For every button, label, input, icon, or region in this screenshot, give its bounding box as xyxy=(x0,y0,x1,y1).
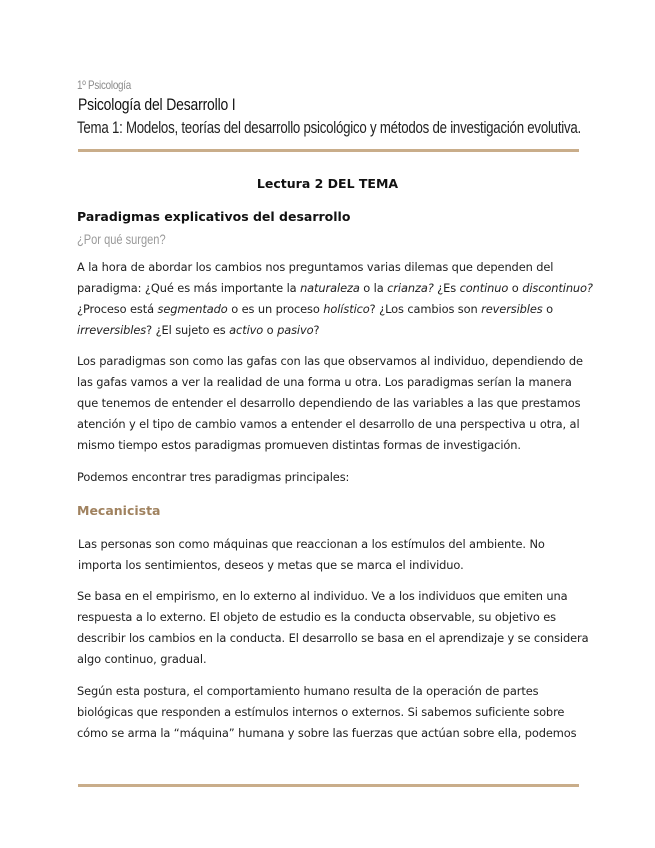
header-divider xyxy=(78,149,579,152)
text-line: cómo se arma la “máquina” humana y sobre las fuerzas que actúan sobre ella, podemos xyxy=(77,726,577,740)
text-line: biológicas que responden a estímulos internos o externos. Si sabemos suficiente sobre xyxy=(77,705,565,719)
mecanicista-heading: Mecanicista xyxy=(77,503,161,518)
text-line: Los paradigmas son como las gafas con las que observamos al individuo, dependiendo de xyxy=(77,354,583,368)
paragraph-dilemmas xyxy=(77,257,593,341)
topic-title: Tema 1: Modelos, teorías del desarrollo psicológico y métodos de investigación evolutiva. xyxy=(77,118,581,137)
lecture-title: Lectura 2 DEL TEMA xyxy=(256,176,399,191)
text-line: A la hora de abordar los cambios nos preguntamos varias dilemas que dependen del xyxy=(77,260,554,274)
text-line: paradigma: ¿Qué es más importante la naturaleza o la crianza? ¿Es continuo o discontinuo? xyxy=(77,281,593,295)
course-label: 1º Psicología xyxy=(77,78,132,92)
text-line: ¿Proceso está segmentado o es un proceso holístico? ¿Los cambios son reversibles o xyxy=(77,302,554,316)
text-line: Podemos encontrar tres paradigmas principales: xyxy=(77,470,350,484)
text-line: mismo tiempo estos paradigmas promueven distintas formas de investigación. xyxy=(77,438,521,452)
text-line: describir los cambios en la conducta. El desarrollo se basa en el aprendizaje y se considera xyxy=(77,631,589,645)
section-title: Paradigmas explicativos del desarrollo xyxy=(77,209,351,224)
text-line: respuesta a lo externo. El objeto de estudio es la conducta observable, su objetivo es xyxy=(77,610,557,624)
subject-title: Psicología del Desarrollo I xyxy=(78,95,236,114)
section-subtitle: ¿Por qué surgen? xyxy=(77,232,166,247)
text-line: Según esta postura, el comportamiento humano resulta de la operación de partes xyxy=(77,684,539,698)
text-line: las gafas vamos a ver la realidad de una forma u otra. Los paradigmas serían la manera xyxy=(77,375,572,389)
text-line: algo continuo, gradual. xyxy=(77,652,207,666)
text-line: que tenemos de entender el desarrollo dependiendo de las variables a las que prestamos xyxy=(77,396,581,410)
paragraph-mecanicista-empirismo xyxy=(77,586,589,670)
paragraph-mecanicista-postura xyxy=(77,681,577,744)
text-line: irreversibles? ¿El sujeto es activo o pasivo? xyxy=(77,323,320,337)
paragraph-three-paradigms xyxy=(77,467,577,488)
text-line: Se basa en el empirismo, en lo externo al individuo. Ve a los individuos que emiten una xyxy=(77,589,568,603)
footer-divider xyxy=(78,784,579,787)
paragraph-paradigms-glasses xyxy=(77,351,583,456)
paragraph-mecanicista-intro xyxy=(78,534,578,576)
text-line: Las personas son como máquinas que reaccionan a los estímulos del ambiente. No xyxy=(78,537,545,551)
text-line: atención y el tipo de cambio vamos a entender el desarrollo de una perspectiva u otra, al xyxy=(77,417,580,431)
text-line: importa los sentimientos, deseos y metas que se marca el individuo. xyxy=(78,558,464,572)
